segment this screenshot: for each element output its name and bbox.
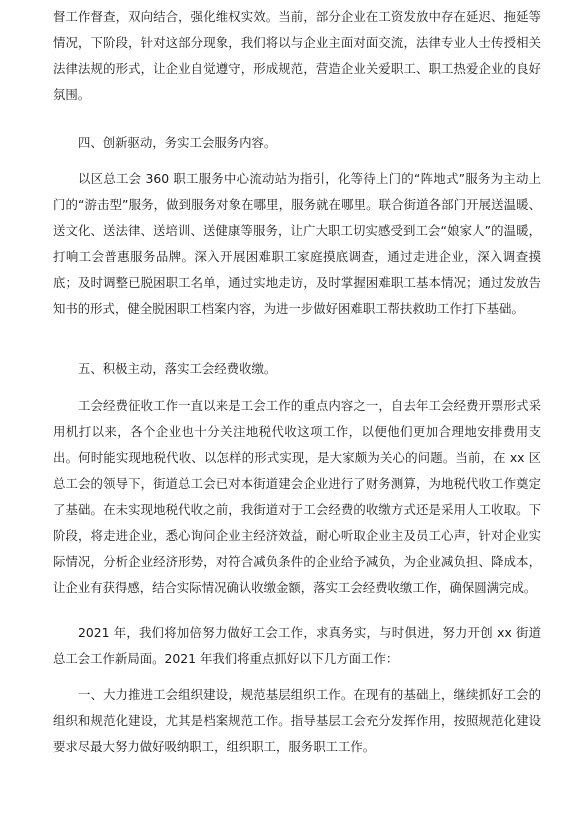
- paragraph-fee-collection: 工会经费征收工作一直以来是工会工作的重点内容之一，自去年工会经费开票形式采用机打以来，各个企业也十分关注地税代收这项工作，以便他们更加合理地安排费用支出。何时能实现地税代收、以怎样的形式实现，是大家颇为关心的问题。当前，在 xx 区总工会的领导下，街道总工会已对本街道建会企业进行了财务测算，为地税代收工作奠定了基础。在未实现地税代收之前，我街道对于工会经费的收缴方式还是采用人工收取。下阶段，将走进企业，悉心询问企业主经济效益，耐心听取企业主及员工心声，针对企业实际情况，分析企业经济形势，对符合减负条件的企业给予减负，为企业减负担、降成本，让企业有获得感，结合实际情况确认收缴金额，落实工会经费收缴工作，确保圆满完成。: [53, 398, 541, 595]
- paragraph-2021-plan: 2021 年，我们将加倍努力做好工会工作，求真务实，与时俱进，努力开创 xx 街道总工会工作新局面。2021 年我们将重点抓好以下几方面工作：: [53, 625, 541, 666]
- paragraph-service-content: 以区总工会 360 职工服务中心流动站为指引，化等待上门的“阵地式”服务为主动上门的“游击型”服务，做到服务对象在哪里，服务就在哪里。联合街道各部门开展送温暖、送文化、送法律、送培训、送健康等服务，让广大职工切实感受到工会“娘家人”的温暖，打响工会普惠服务品牌。深入开展困难职工家庭摸底调查，通过走进企业，深入调查摸底；及时调整已脱困职工名单，通过实地走访，及时掌握困难职工基本情况；通过发放告知书的形式，健全脱困职工档案内容，为进一步做好困难职工帮扶救助工作打下基础。: [53, 171, 541, 316]
- paragraph-organization-building: 一、大力推进工会组织建设，规范基层组织工作。在现有的基础上，继续抓好工会的组织和规范化建设，尤其是档案规范工作。指导基层工会充分发挥作用，按照规范化建设要求尽最大努力做好吸纳职工，组织职工，服务职工工作。: [53, 687, 541, 754]
- heading-section-five: 五、积极主动，落实工会经费收缴。: [78, 361, 277, 376]
- paragraph-wage-supervision: 督工作督查，双向结合，强化维权实效。当前，部分企业在工资发放中存在延迟、拖延等情况，下阶段，针对这部分现象，我们将以与企业主面对面交流，法律专业人士传授相关法律法规的形式，让企业自觉遵守，形成规范，营造企业关爱职工、职工热爱企业的良好氛围。: [53, 9, 541, 102]
- heading-section-four: 四、创新驱动，务实工会服务内容。: [78, 135, 277, 150]
